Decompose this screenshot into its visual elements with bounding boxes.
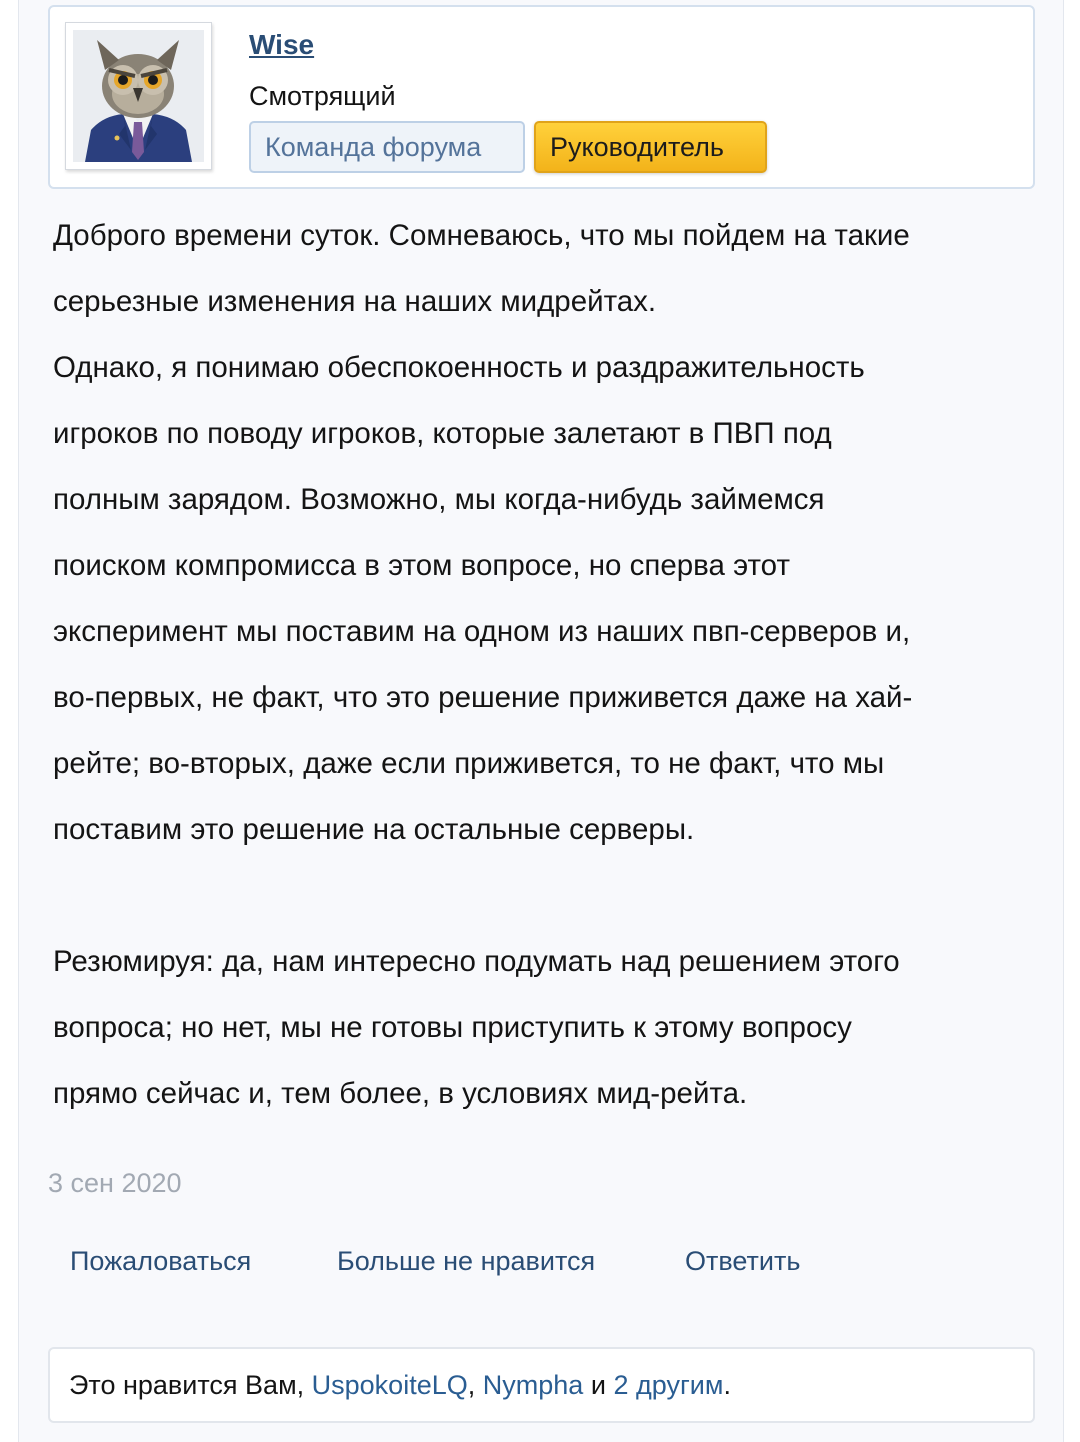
user-title: Смотрящий [249,81,396,111]
message-line: рейте; во-вторых, даже если приживется, то не факт, что мы [53,747,885,780]
liker-link[interactable]: UspokoiteLQ [311,1370,468,1400]
owl-avatar-icon [73,30,204,162]
message-line: эксперимент мы поставим на одном из наших пвп-серверов и, [53,615,911,648]
avatar[interactable] [65,22,212,170]
message-line: полным зарядом. Возможно, мы когда-нибудь займемся [53,483,825,516]
message-line: серьезные изменения на наших мидрейтах. [53,285,657,318]
likes-summary [48,1347,1035,1423]
report-link[interactable]: Пожаловаться [70,1246,252,1276]
liker-link[interactable]: Nympha [482,1370,584,1400]
message-body [53,203,1053,1127]
unlike-link[interactable]: Больше не нравится [337,1246,596,1276]
user-banner-team: Команда форума [249,121,525,173]
likes-others-link[interactable]: 2 другим [613,1370,724,1400]
likes-prefix: Это нравится Вам, [69,1370,305,1400]
reply-link[interactable]: Ответить [685,1246,801,1276]
message-line: поставим это решение на остальные серверы. [53,813,695,846]
likes-separator: , [467,1370,476,1400]
message-line: Резюмируя: да, нам интересно подумать над решением этого [53,945,900,978]
post-date[interactable]: 3 сен 2020 [48,1168,182,1198]
message-line: прямо сейчас и, тем более, в условиях мид-рейта. [53,1077,748,1110]
message-line: поиском компромисса в этом вопросе, но сперва этот [53,549,790,582]
message-line: игроков по поводу игроков, которые залетают в ПВП под [53,417,832,450]
username-link[interactable]: Wise [249,29,315,60]
message-post [18,0,1064,1442]
message-line: вопроса; но нет, мы не готовы приступить к этому вопросу [53,1011,852,1044]
message-line: Однако, я понимаю обеспокоенность и раздражительность [53,351,865,384]
message-line: Доброго времени суток. Сомневаюсь, что мы пойдем на такие [53,219,910,252]
user-card [48,5,1035,189]
message-line: во-первых, не факт, что это решение приживется даже на хай- [53,681,913,714]
likes-suffix: . [723,1370,731,1400]
likes-and: и [590,1370,606,1400]
paragraph-gap [53,863,1053,929]
user-banner-lead: Руководитель [534,121,767,173]
